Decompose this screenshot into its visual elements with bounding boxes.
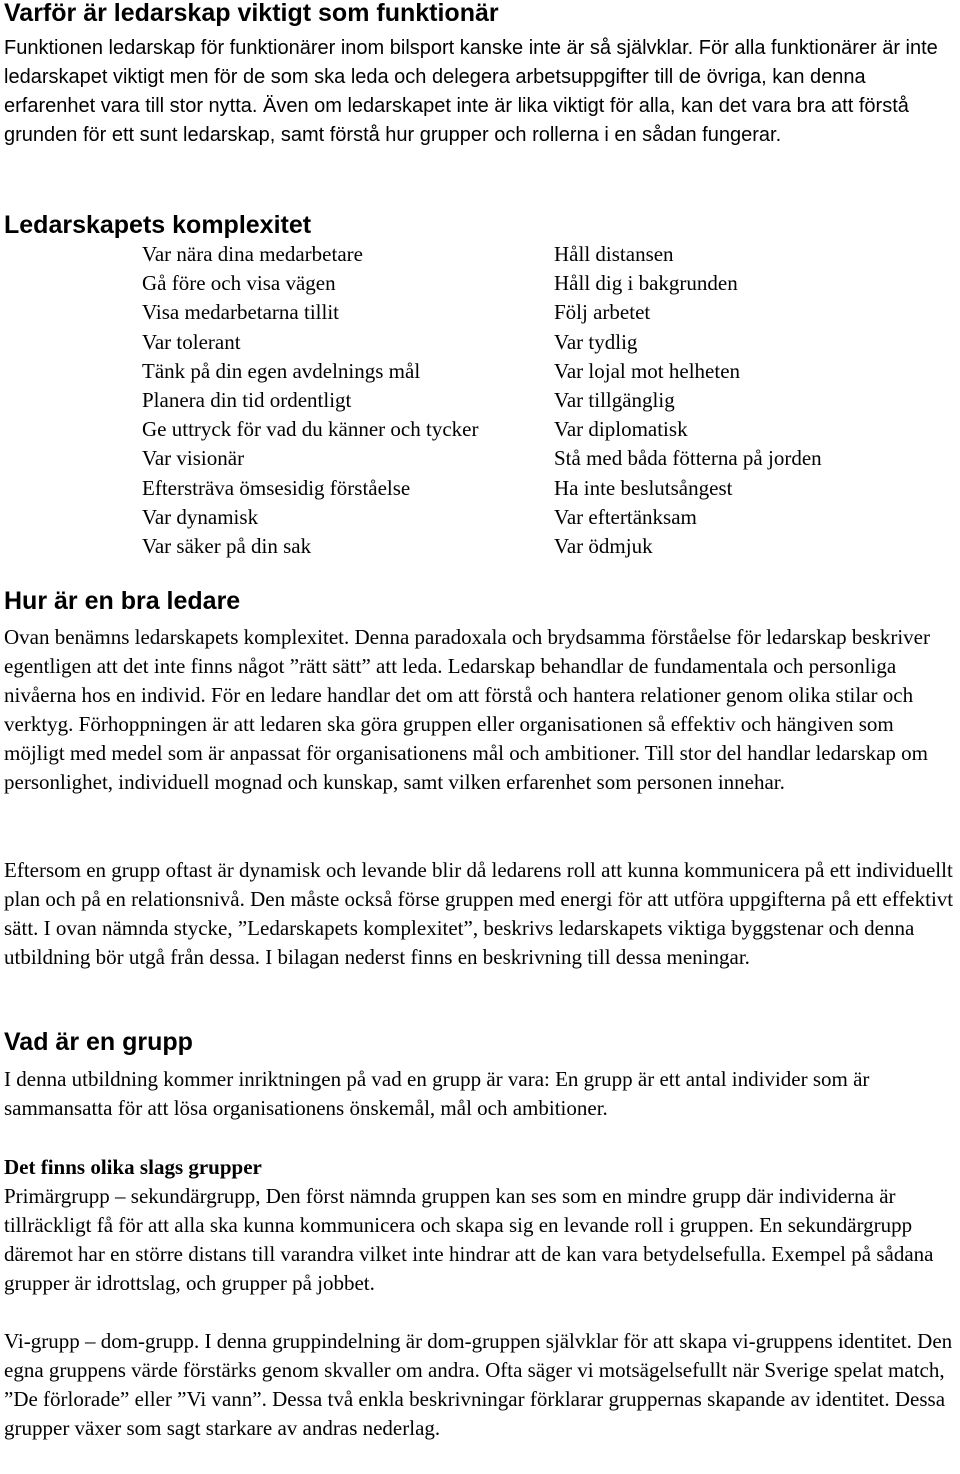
complexity-left-item: Var tolerant <box>142 329 241 354</box>
complexity-left-item: Tänk på din egen avdelnings mål <box>142 358 421 383</box>
complexity-left-item: Var visionär <box>142 446 245 471</box>
complexity-row <box>142 474 914 503</box>
complexity-row <box>142 532 914 561</box>
complexity-row <box>142 444 914 473</box>
section-heading-what-is-group: Vad är en grupp <box>4 1028 193 1056</box>
complexity-right-item: Var ödmjuk <box>554 533 653 558</box>
complexity-left-item: Gå före och visa vägen <box>142 271 336 296</box>
complexity-left-item: Ge uttryck för vad du känner och tycker <box>142 417 479 442</box>
complexity-left-item: Var säker på din sak <box>142 533 312 558</box>
complexity-left-item: Var dynamisk <box>142 504 259 529</box>
complexity-right-item: Ha inte beslutsångest <box>554 475 733 500</box>
good-leader-paragraph-2: Eftersom en grupp oftast är dynamisk och levande blir då ledarens roll att kunna kommunicera på ett individuellt plan och på en relationsnivå. Den måste också förse gruppen med energi för att utföra uppgifterna på ett effektivt sätt. I ovan nämnda stycke, ”Ledarskapets komplexitet”, beskrivs ledarskapets viktiga byggstenar och denna utbildning bör utgå från dessa. I bilagan nederst finns en beskrivning till dessa meningar. <box>4 858 954 969</box>
complexity-left-item: Visa medarbetarna tillit <box>142 300 339 325</box>
complexity-right-item: Var tydlig <box>554 329 638 354</box>
complexity-left-item: Var nära dina medarbetare <box>142 242 363 266</box>
complexity-left-item: Eftersträva ömsesidig förståelse <box>142 475 411 500</box>
section-heading-why-leadership: Varför är ledarskap viktigt som funktionär <box>4 0 499 27</box>
complexity-row <box>142 357 914 386</box>
complexity-right-item: Var eftertänksam <box>554 504 697 529</box>
intro-paragraph: Funktionen ledarskap för funktionärer inom bilsport kanske inte är så självklar. För alla funktionärer är inte ledarskapet viktigt men för de som ska leda och delegera arbetsuppgifter till de övriga, kan denna erfarenhet vara till stor nytta. Även om ledarskapet inte är lika viktigt för alla, kan det vara bra att förstå grunden för ett sunt ledarskap, samt förstå hur grupper och rollerna i en sådan fungerar. <box>4 37 938 146</box>
complexity-left-item: Planera din tid ordentligt <box>142 387 352 412</box>
good-leader-paragraph-1: Ovan benämns ledarskapets komplexitet. Denna paradoxala och brydsamma förståelse för ledarskap beskriver egentligen att det inte finns något ”rätt sätt” att leda. Ledarskap behandlar de fundamentala och personliga nivåerna hos en individ. För en ledare handlar det om att förstå och hantera relationer genom olika stilar och verktyg. Förhoppningen är att ledaren ska göra gruppen eller organisationen så effektiv och hängiven som möjligt med medel som är anpassat för organisationens mål och ambitioner. Till stor del handlar ledarskap om personlighet, individuell mognad och kunskap, samt vilken erfarenhet som personen innehar. <box>4 625 930 794</box>
complexity-right-item: Var lojal mot helheten <box>554 358 741 383</box>
complexity-right-item: Var diplomatisk <box>554 417 688 442</box>
complexity-row <box>142 328 914 357</box>
complexity-right-item: Följ arbetet <box>554 300 651 325</box>
section-heading-complexity: Ledarskapets komplexitet <box>4 211 312 239</box>
complexity-right-item: Var tillgänglig <box>554 387 675 412</box>
complexity-row <box>142 298 914 327</box>
complexity-right-item: Stå med båda fötterna på jorden <box>554 446 822 471</box>
group-types-paragraph-2: Vi-grupp – dom-grupp. I denna gruppindelning är dom-gruppen självklar för att skapa vi-gruppens identitet. Den egna gruppens värde förstärks genom skvaller om andra. Ofta säger vi motsägelsefullt när Sverige spelat match, ”De förlorade” eller ”Vi vann”. Dessa två enkla beskrivningar förklarar gruppernas skapande av identitet. Dessa grupper växer som sagt starkare av andras nederlag. <box>4 1329 953 1440</box>
group-definition-paragraph: I denna utbildning kommer inriktningen på vad en grupp är vara: En grupp är ett antal individer som är sammansatta för att lösa organisationens önskemål, mål och ambitioner. <box>4 1067 870 1120</box>
section-heading-group-types: Det finns olika slags grupper <box>4 1155 262 1179</box>
complexity-row <box>142 240 914 269</box>
section-heading-good-leader: Hur är en bra ledare <box>4 587 241 615</box>
complexity-row <box>142 269 914 298</box>
complexity-row <box>142 415 914 444</box>
group-types-paragraph-1: Primärgrupp – sekundärgrupp, Den först nämnda gruppen kan ses som en mindre grupp där individerna är tillräckligt få för att alla ska kunna kommunicera och skapa sig en levande roll i gruppen. En sekundärgrupp däremot har en större distans till varandra vilket inte hindrar att de kan vara betydelsefulla. Exempel på sådana grupper är idrottslag, och grupper på jobbet. <box>4 1184 934 1295</box>
complexity-right-item: Håll distansen <box>554 242 674 266</box>
complexity-right-item: Håll dig i bakgrunden <box>554 271 738 296</box>
complexity-row <box>142 503 914 532</box>
complexity-list <box>142 240 914 561</box>
complexity-row <box>142 386 914 415</box>
